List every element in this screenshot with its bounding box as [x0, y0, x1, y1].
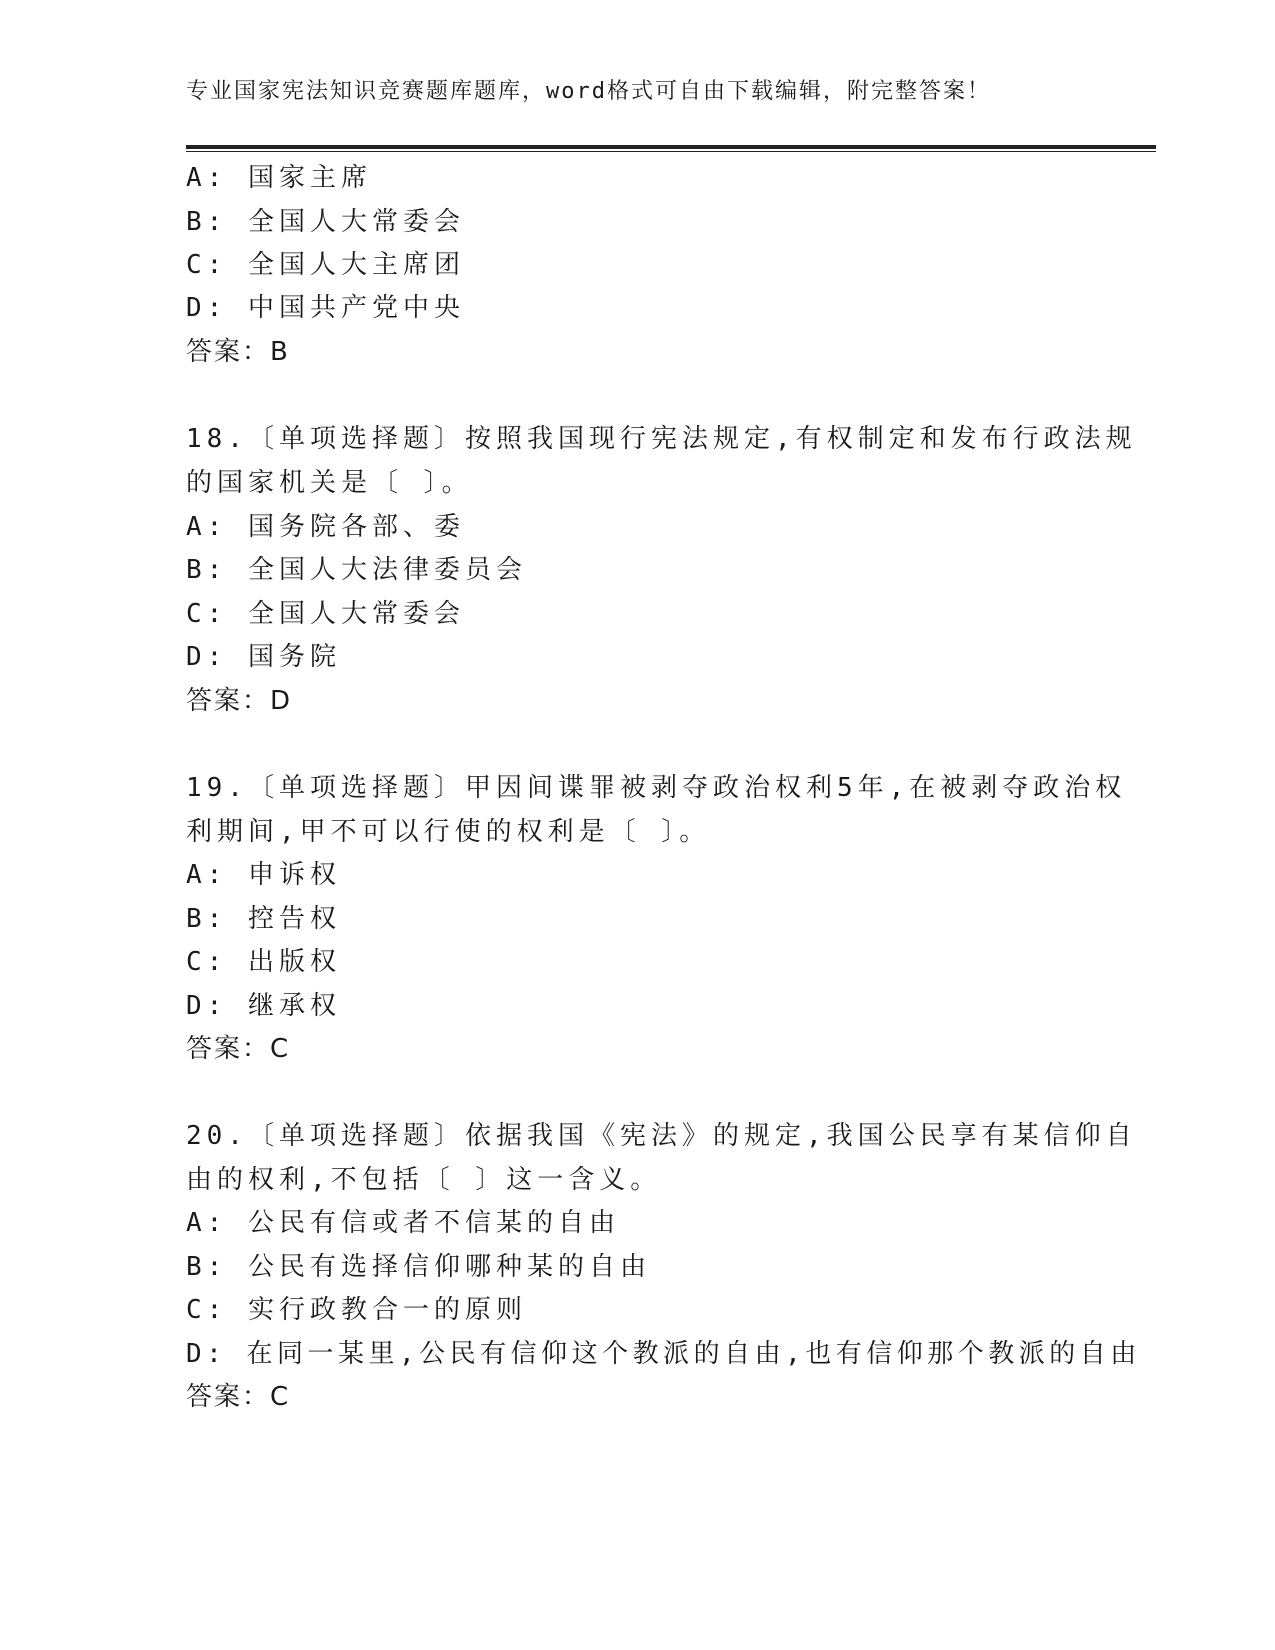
q20-option-a: A: 公民有信或者不信某的自由: [186, 1208, 620, 1238]
q17-option-a: A: 国家主席: [186, 163, 372, 193]
q19-stem-line-1: 19.〔单项选择题〕甲因间谍罪被剥夺政治权利5年,在被剥夺政治权: [186, 773, 1127, 803]
q19-option-b: B: 控告权: [186, 904, 341, 934]
header-rule-thick: [186, 145, 1156, 149]
q19-option-d: D: 继承权: [186, 991, 341, 1021]
q20-option-c: C: 实行政教合一的原则: [186, 1295, 527, 1325]
q18-stem-line-1: 18.〔单项选择题〕按照我国现行宪法规定,有权制定和发布行政法规: [186, 424, 1137, 454]
header-rule-thin: [186, 151, 1156, 152]
q18-option-b: B: 全国人大法律委员会: [186, 555, 527, 585]
q20-stem-line-2: 由的权利,不包括〔 〕这一含义。: [186, 1165, 662, 1195]
q17-option-d: D: 中国共产党中央: [186, 293, 465, 323]
q19-answer: 答案：C: [186, 1034, 291, 1064]
q18-stem-line-2: 的国家机关是〔 〕。: [186, 468, 473, 498]
q18-answer: 答案：D: [186, 686, 293, 716]
q19-stem-line-2: 利期间,甲不可以行使的权利是〔 〕。: [186, 817, 711, 847]
q20-answer: 答案：C: [186, 1382, 291, 1412]
q17-answer: 答案：B: [186, 337, 290, 367]
q19-option-c: C: 出版权: [186, 947, 341, 977]
q20-stem-line-1: 20.〔单项选择题〕依据我国《宪法》的规定,我国公民享有某信仰自: [186, 1121, 1137, 1151]
q18-option-c: C: 全国人大常委会: [186, 599, 465, 629]
q17-option-b: B: 全国人大常委会: [186, 207, 465, 237]
q20-option-b: B: 公民有选择信仰哪种某的自由: [186, 1252, 651, 1282]
q18-option-a: A: 国务院各部、委: [186, 512, 465, 542]
q17-option-c: C: 全国人大主席团: [186, 250, 465, 280]
q18-option-d: D: 国务院: [186, 642, 341, 672]
q20-option-d: D: 在同一某里,公民有信仰这个教派的自由,也有信仰那个教派的自由: [186, 1339, 1141, 1369]
q19-option-a: A: 申诉权: [186, 860, 341, 890]
page-header: 专业国家宪法知识竞赛题库题库，word格式可自由下载编辑，附完整答案！: [186, 79, 991, 104]
